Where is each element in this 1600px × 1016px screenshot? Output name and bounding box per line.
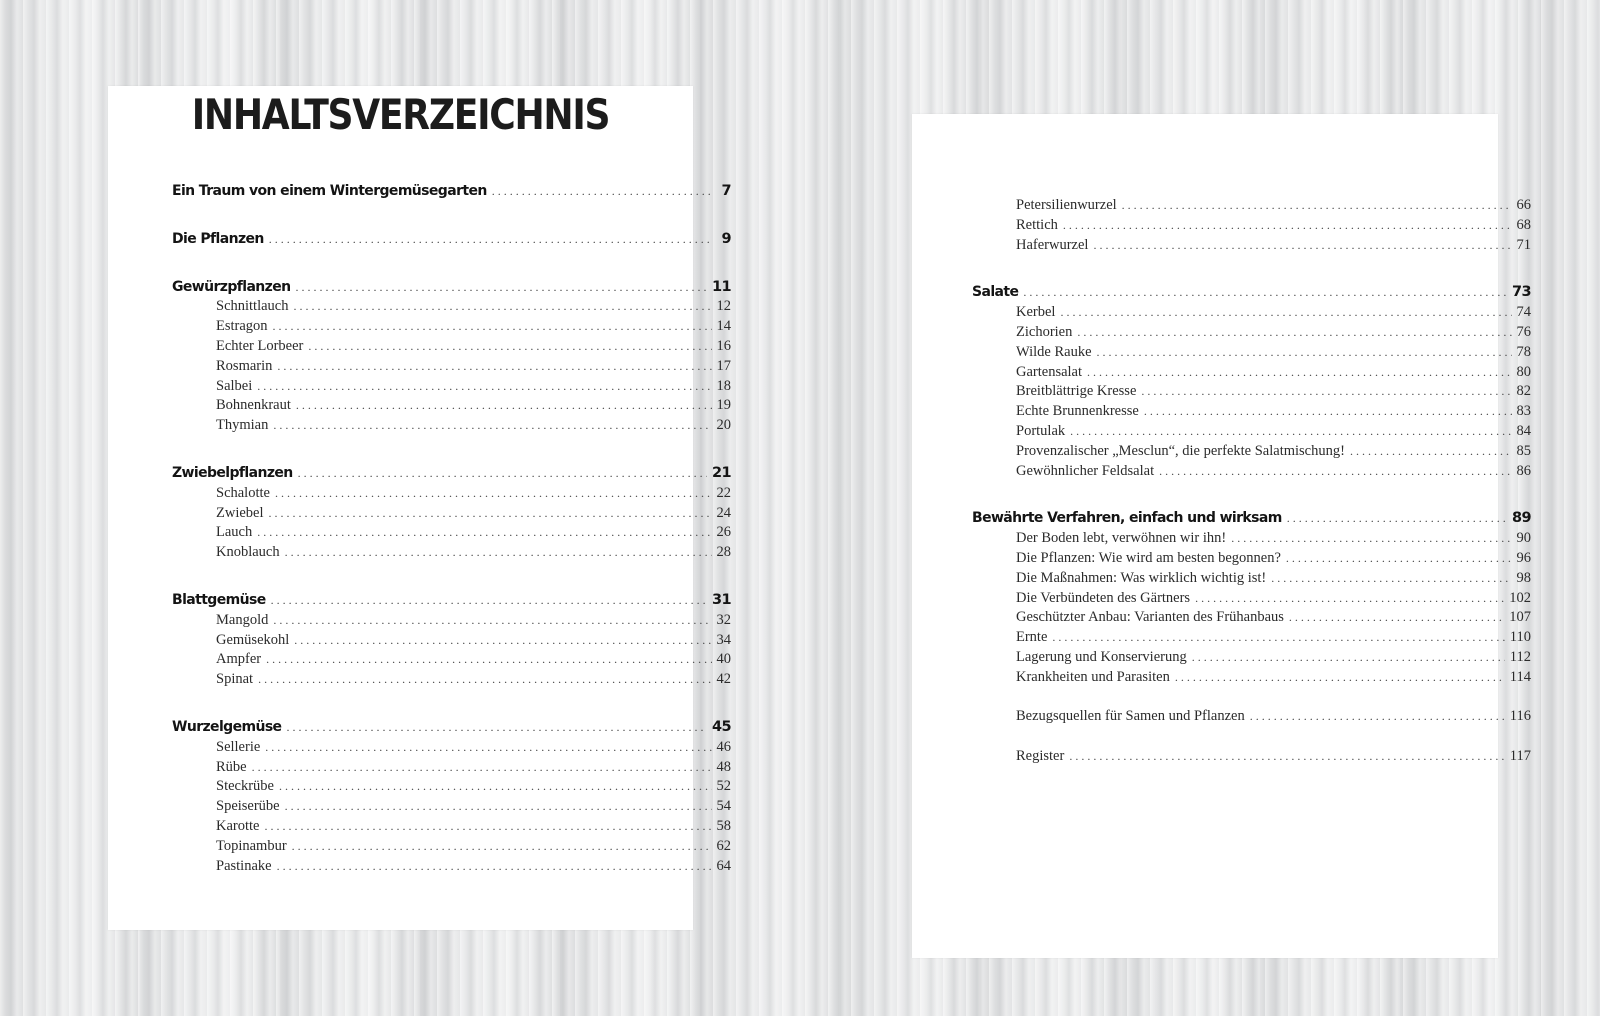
- toc-page-number: 96: [1516, 549, 1531, 566]
- toc-entry-label: Bewährte Verfahren, einfach und wirksam: [972, 510, 1282, 527]
- toc-entry: [172, 670, 731, 690]
- dot-leader: [279, 777, 712, 797]
- toc-entry: [172, 297, 731, 317]
- toc-entry-label: Portulak: [1016, 422, 1066, 439]
- toc-list-left: [172, 182, 731, 876]
- toc-entry: [972, 402, 1531, 422]
- toc-chapter-entry: [172, 230, 731, 250]
- toc-entry: [172, 777, 731, 797]
- toc-entry: [972, 628, 1531, 648]
- toc-entry-label: Echter Lorbeer: [216, 337, 304, 354]
- toc-chapter-entry: [172, 182, 731, 202]
- dot-leader: [1250, 707, 1505, 727]
- dot-leader: [285, 543, 712, 563]
- toc-entry: [972, 462, 1531, 482]
- toc-page-number: 28: [716, 544, 731, 561]
- toc-entry-label: Rettich: [1016, 216, 1058, 233]
- toc-page-number: 89: [1512, 510, 1531, 527]
- dot-leader: [1023, 283, 1507, 303]
- toc-page-number: 90: [1516, 530, 1531, 547]
- dot-leader: [1122, 196, 1512, 216]
- dot-leader: [1286, 549, 1512, 569]
- toc-entry: [172, 484, 731, 504]
- dot-leader: [271, 591, 707, 611]
- toc-page-number: 102: [1509, 589, 1531, 606]
- dot-leader: [286, 718, 707, 738]
- dot-leader: [308, 337, 711, 357]
- toc-page-number: 24: [716, 504, 731, 521]
- toc-entry: [172, 650, 731, 670]
- toc-entry: [172, 377, 731, 397]
- toc-entry: [972, 363, 1531, 383]
- toc-page-number: 83: [1516, 403, 1531, 420]
- left-page: [108, 86, 731, 930]
- toc-page-number: 26: [716, 524, 731, 541]
- dot-leader: [266, 650, 711, 670]
- toc-page-number: 76: [1516, 323, 1531, 340]
- toc-page-number: 85: [1516, 442, 1531, 459]
- toc-page-number: 62: [716, 837, 731, 854]
- dot-leader: [1175, 668, 1505, 688]
- toc-entry-label: Lagerung und Konservierung: [1016, 648, 1187, 665]
- toc-entry: [972, 569, 1531, 589]
- toc-entry-label: Gartensalat: [1016, 363, 1083, 380]
- right-page: [912, 114, 1531, 958]
- toc-entry: [172, 357, 731, 377]
- toc-page-number: 14: [716, 318, 731, 335]
- dot-leader: [1097, 343, 1512, 363]
- toc-entry: [972, 236, 1531, 256]
- toc-entry-label: Petersilienwurzel: [1016, 197, 1117, 213]
- toc-page-number: 98: [1516, 569, 1531, 586]
- toc-entry-label: Zwiebelpflanzen: [172, 464, 293, 481]
- toc-entry: [172, 416, 731, 436]
- dot-leader: [1195, 589, 1504, 609]
- toc-page-number: 9: [721, 230, 731, 247]
- toc-page-number: 66: [1516, 197, 1531, 213]
- toc-entry: [972, 343, 1531, 363]
- toc-entry-label: Spinat: [216, 671, 254, 688]
- toc-entry-label: Estragon: [216, 318, 268, 335]
- toc-page-number: 116: [1509, 708, 1531, 725]
- dot-leader: [295, 278, 707, 298]
- toc-entry-label: Der Boden lebt, verwöhnen wir ihn!: [1016, 530, 1227, 547]
- toc-entry: [972, 323, 1531, 343]
- toc-chapter-entry: [172, 278, 731, 298]
- dot-leader: [294, 631, 711, 651]
- toc-entry: [172, 631, 731, 651]
- toc-page-number: 42: [716, 671, 731, 688]
- dot-leader: [285, 797, 712, 817]
- dot-leader: [1289, 608, 1504, 628]
- dot-leader: [265, 738, 711, 758]
- toc-entry: [972, 648, 1531, 668]
- toc-entry: [172, 317, 731, 337]
- toc-entry-label: Krankheiten und Parasiten: [1016, 668, 1170, 685]
- toc-entry-label: Pastinake: [216, 857, 272, 874]
- toc-page-number: 16: [716, 337, 731, 354]
- toc-entry-label: Mangold: [216, 611, 269, 628]
- dot-leader: [252, 758, 712, 778]
- toc-page-number: 114: [1509, 668, 1531, 685]
- dot-leader: [296, 396, 712, 416]
- toc-entry-label: Register: [1016, 747, 1065, 764]
- toc-entry-label: Gemüsekohl: [216, 631, 290, 648]
- dot-leader: [275, 484, 712, 504]
- toc-entry: [172, 797, 731, 817]
- toc-entry-label: Salbei: [216, 377, 253, 394]
- dot-leader: [1060, 303, 1511, 323]
- toc-entry-label: Wurzelgemüse: [172, 718, 282, 735]
- toc-page-number: 86: [1516, 462, 1531, 479]
- toc-page-number: 12: [716, 298, 731, 315]
- toc-entry-label: Die Verbündeten des Gärtners: [1016, 589, 1191, 606]
- toc-page-number: 22: [716, 484, 731, 501]
- toc-entry-label: Steckrübe: [216, 778, 274, 795]
- dot-leader: [269, 504, 712, 524]
- toc-entry-label: Echte Brunnenkresse: [1016, 403, 1139, 420]
- toc-entry-label: Die Pflanzen: Wie wird am besten begonnen?: [1016, 549, 1281, 566]
- toc-page-number: 52: [716, 778, 731, 795]
- toc-page-number: 17: [716, 357, 731, 374]
- toc-page-number: 107: [1509, 609, 1531, 626]
- toc-chapter-entry: [172, 591, 731, 611]
- toc-page-number: 34: [716, 631, 731, 648]
- dot-leader: [1271, 569, 1511, 589]
- toc-page-number: 45: [712, 718, 731, 735]
- dot-leader: [264, 817, 711, 837]
- toc-page-number: 11: [712, 278, 731, 295]
- toc-entry-label: Ernte: [1016, 629, 1048, 646]
- toc-entry-label: Knoblauch: [216, 544, 280, 561]
- toc-page-number: 31: [712, 591, 731, 608]
- dot-leader: [1087, 363, 1511, 383]
- toc-entry: [172, 504, 731, 524]
- toc-entry: [972, 196, 1531, 216]
- toc-entry-label: Rübe: [216, 758, 247, 775]
- toc-entry: [972, 747, 1531, 767]
- toc-page-number: 73: [1512, 284, 1531, 301]
- toc-entry: [172, 857, 731, 877]
- toc-entry: [172, 396, 731, 416]
- toc-page-number: 80: [1516, 363, 1531, 380]
- toc-entry-label: Zwiebel: [216, 504, 264, 521]
- dot-leader: [1063, 216, 1512, 236]
- toc-page-number: 18: [716, 377, 731, 394]
- toc-entry: [172, 523, 731, 543]
- dot-leader: [269, 230, 712, 250]
- page-title: INHALTSVERZEICHNIS: [191, 90, 610, 139]
- dot-leader: [1231, 529, 1511, 549]
- toc-entry-label: Zichorien: [1016, 323, 1073, 340]
- toc-entry: [172, 543, 731, 563]
- toc-entry-label: Provenzalischer „Mesclun“, die perfekte Salatmischung!: [1016, 442, 1345, 459]
- toc-entry: [172, 837, 731, 857]
- dot-leader: [1192, 648, 1505, 668]
- toc-page-number: 48: [716, 758, 731, 775]
- dot-leader: [273, 611, 711, 631]
- toc-page-number: 84: [1516, 422, 1531, 439]
- dot-leader: [258, 670, 711, 690]
- toc-entry: [972, 608, 1531, 628]
- toc-page-number: 78: [1516, 343, 1531, 360]
- toc-entry: [972, 216, 1531, 236]
- toc-entry-label: Lauch: [216, 524, 253, 541]
- toc-entry-label: Ein Traum von einem Wintergemüsegarten: [172, 183, 487, 199]
- dot-leader: [492, 182, 712, 202]
- dot-leader: [273, 317, 712, 337]
- toc-page-number: 71: [1516, 236, 1531, 253]
- toc-entry-label: Wilde Rauke: [1016, 343, 1092, 360]
- toc-page-number: 110: [1509, 629, 1531, 646]
- toc-entry: [172, 337, 731, 357]
- toc-entry-label: Topinambur: [216, 837, 287, 854]
- dot-leader: [1350, 442, 1512, 462]
- toc-chapter-entry: [972, 283, 1531, 303]
- dot-leader: [298, 464, 707, 484]
- toc-entry-label: Rosmarin: [216, 357, 273, 374]
- dot-leader: [277, 857, 712, 877]
- toc-entry-label: Haferwurzel: [1016, 236, 1089, 253]
- toc-entry-label: Schalotte: [216, 484, 270, 501]
- dot-leader: [292, 837, 712, 857]
- toc-page-number: 117: [1509, 747, 1531, 764]
- toc-chapter-entry: [972, 509, 1531, 529]
- toc-chapter-entry: [172, 718, 731, 738]
- toc-entry: [972, 668, 1531, 688]
- toc-page-number: 7: [721, 183, 731, 199]
- toc-page-number: 19: [716, 397, 731, 414]
- toc-entry-label: Die Pflanzen: [172, 230, 264, 247]
- toc-page-number: 21: [712, 464, 731, 481]
- dot-leader: [1141, 382, 1511, 402]
- toc-entry-label: Speiserübe: [216, 798, 280, 815]
- dot-leader: [277, 357, 711, 377]
- toc-entry: [172, 738, 731, 758]
- dot-leader: [257, 523, 711, 543]
- toc-page-number: 54: [716, 798, 731, 815]
- toc-page-number: 58: [716, 817, 731, 834]
- toc-page-number: 82: [1516, 383, 1531, 400]
- toc-entry-label: Geschützter Anbau: Varianten des Frühanbaus: [1016, 609, 1284, 626]
- toc-page-number: 32: [716, 611, 731, 628]
- toc-entry-label: Die Maßnahmen: Was wirklich wichtig ist!: [1016, 569, 1267, 586]
- toc-entry: [972, 442, 1531, 462]
- toc-entry: [972, 529, 1531, 549]
- toc-page-number: 46: [716, 738, 731, 755]
- toc-page-number: 40: [716, 651, 731, 668]
- dot-leader: [273, 416, 711, 436]
- toc-page-number: 74: [1516, 304, 1531, 321]
- toc-entry-label: Breitblättrige Kresse: [1016, 383, 1137, 400]
- dot-leader: [257, 377, 711, 397]
- toc-page-number: 68: [1516, 216, 1531, 233]
- dot-leader: [1144, 402, 1512, 422]
- toc-entry-label: Gewöhnlicher Feldsalat: [1016, 462, 1155, 479]
- toc-entry: [172, 611, 731, 631]
- toc-list-right: [972, 196, 1531, 767]
- toc-page-number: 112: [1509, 648, 1531, 665]
- toc-entry: [972, 303, 1531, 323]
- dot-leader: [294, 297, 712, 317]
- dot-leader: [1077, 323, 1511, 343]
- toc-page-number: 20: [716, 417, 731, 434]
- toc-page-number: 64: [716, 857, 731, 874]
- toc-entry-label: Sellerie: [216, 738, 261, 755]
- toc-entry-label: Karotte: [216, 817, 260, 834]
- toc-entry: [972, 549, 1531, 569]
- toc-entry-label: Gewürzpflanzen: [172, 278, 291, 295]
- dot-leader: [1070, 422, 1511, 442]
- toc-entry-label: Bohnenkraut: [216, 397, 291, 414]
- toc-entry: [972, 707, 1531, 727]
- toc-entry-label: Salate: [972, 284, 1019, 301]
- toc-entry: [172, 817, 731, 837]
- toc-entry-label: Kerbel: [1016, 304, 1056, 321]
- toc-entry: [172, 758, 731, 778]
- toc-entry: [972, 382, 1531, 402]
- toc-entry: [972, 589, 1531, 609]
- toc-entry-label: Bezugsquellen für Samen und Pflanzen: [1016, 708, 1245, 725]
- toc-entry: [972, 422, 1531, 442]
- dot-leader: [1287, 509, 1507, 529]
- toc-chapter-entry: [172, 464, 731, 484]
- toc-entry-label: Blattgemüse: [172, 591, 266, 608]
- toc-entry-label: Ampfer: [216, 651, 262, 668]
- dot-leader: [1093, 236, 1511, 256]
- toc-entry-label: Schnittlauch: [216, 298, 289, 315]
- dot-leader: [1069, 747, 1504, 767]
- dot-leader: [1052, 628, 1504, 648]
- toc-entry-label: Thymian: [216, 417, 269, 434]
- dot-leader: [1159, 462, 1511, 482]
